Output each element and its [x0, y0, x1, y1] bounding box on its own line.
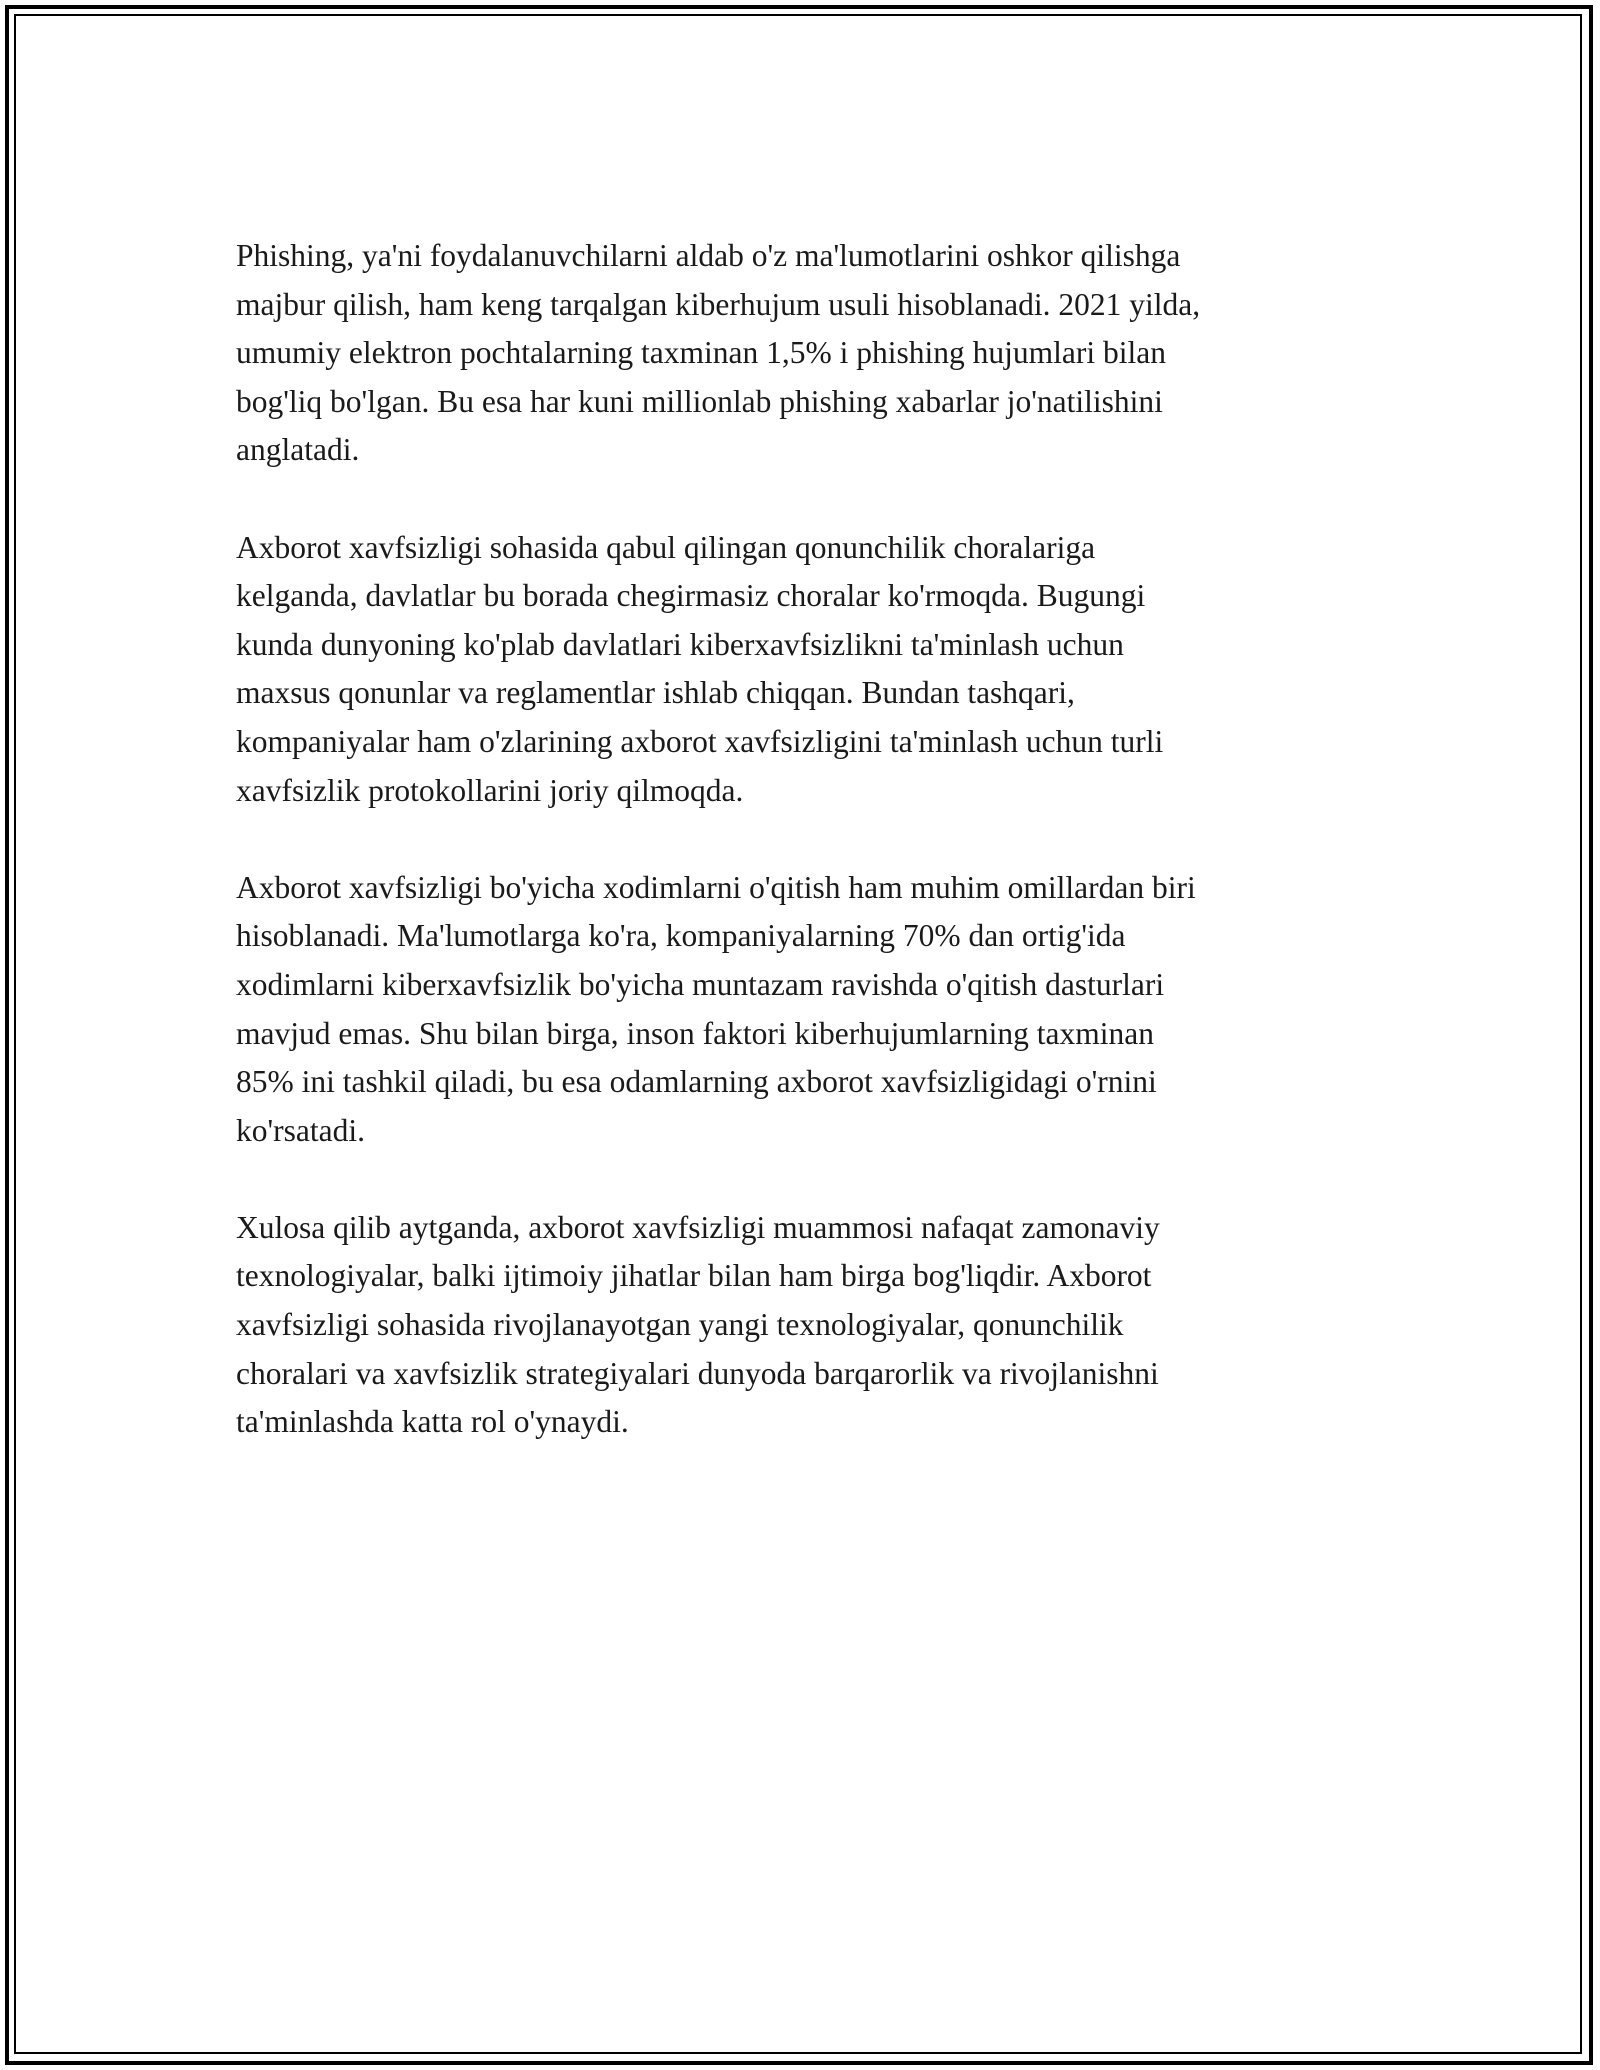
text-line: umumiy elektron pochtalarning taxminan 1,5% i phishing hujumlari bilan: [236, 335, 1166, 371]
text-line: Phishing, ya'ni foydalanuvchilarni aldab o'z ma'lumotlarini oshkor qilishga: [236, 238, 1181, 273]
text-line: kompaniyalar ham o'zlarining axborot xavfsizligini ta'minlash uchun turli: [236, 723, 1164, 759]
text-line: xavfsizlik protokollarini joriy qilmoqda.: [236, 772, 744, 808]
text-line: 85% ini tashkil qiladi, bu esa odamlarning axborot xavfsizligidagi o'rnini: [236, 1064, 1157, 1100]
text-line: Axborot xavfsizligi sohasida qabul qilingan qonunchilik choralariga: [236, 529, 1096, 565]
text-line: texnologiyalar, balki ijtimoiy jihatlar bilan ham birga bog'liqdir. Axborot: [236, 1258, 1152, 1294]
text-line: xavfsizligi sohasida rivojlanayotgan yangi texnologiyalar, qonunchilik: [236, 1307, 1124, 1343]
text-line: mavjud emas. Shu bilan birga, inson faktori kiberhujumlarning taxminan: [236, 1015, 1155, 1051]
text-line: kunda dunyoning ko'plab davlatlari kiberxavfsizlikni ta'minlash uchun: [236, 626, 1124, 662]
text-line: ta'minlashda katta rol o'ynaydi.: [236, 1404, 629, 1440]
paragraph-training: [236, 864, 1366, 1156]
text-line: kelganda, davlatlar bu borada chegirmasiz choralar ko'rmoqda. Bugungi: [236, 578, 1146, 614]
text-line: anglatadi.: [236, 432, 360, 468]
text-line: xodimlarni kiberxavfsizlik bo'yicha muntazam ravishda o'qitish dasturlari: [236, 966, 1165, 1002]
text-line: hisoblanadi. Ma'lumotlarga ko'ra, kompaniyalarning 70% dan ortig'ida: [236, 918, 1126, 954]
paragraph-phishing: [236, 232, 1366, 475]
document-body: [236, 232, 1366, 1495]
text-line: maxsus qonunlar va reglamentlar ishlab chiqqan. Bundan tashqari,: [236, 675, 1075, 711]
text-line: majbur qilish, ham keng tarqalgan kiberhujum usuli hisoblanadi. 2021 yilda,: [236, 286, 1201, 322]
paragraph-conclusion: [236, 1204, 1366, 1447]
text-line: choralari va xavfsizlik strategiyalari dunyoda barqarorlik va rivojlanishni: [236, 1355, 1159, 1391]
text-line: Xulosa qilib aytganda, axborot xavfsizligi muammosi nafaqat zamonaviy: [236, 1209, 1160, 1245]
text-line: Axborot xavfsizligi bo'yicha xodimlarni o'qitish ham muhim omillardan biri: [236, 869, 1196, 905]
text-line: bog'liq bo'lgan. Bu esa har kuni millionlab phishing xabarlar jo'natilishini: [236, 383, 1163, 419]
paragraph-legislation: [236, 524, 1366, 816]
text-line: ko'rsatadi.: [236, 1112, 366, 1148]
